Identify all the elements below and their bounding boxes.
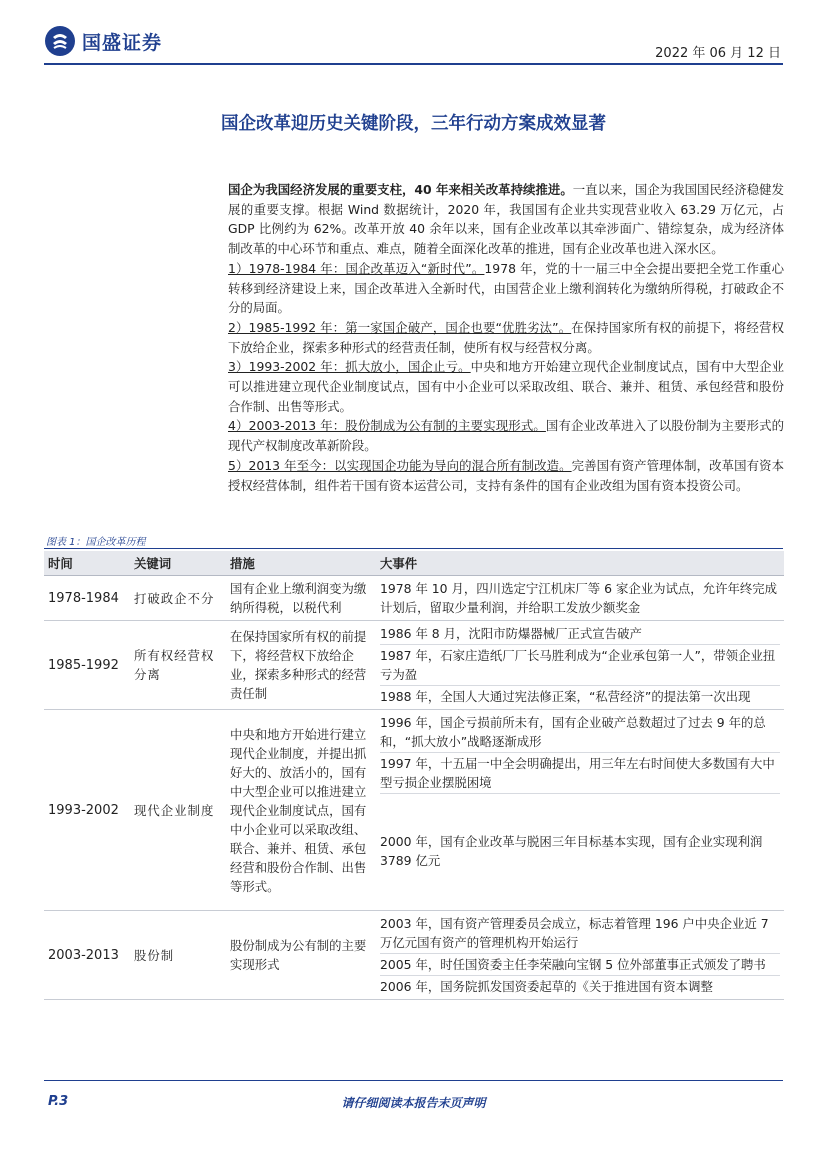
footer-disclaimer: 请仔细阅读本报告末页声明 <box>341 1096 486 1110</box>
phase-head: 2）1985-1992 年：第一家国企破产，国企也要“优胜劣汰”。 <box>228 319 572 335</box>
reform-history-table <box>44 551 784 1000</box>
brand-name: 国盛证券 <box>82 31 163 54</box>
column-header-measure: 措施 <box>226 551 376 576</box>
phase-paragraph <box>228 259 784 318</box>
body-text <box>228 180 784 495</box>
cell-events <box>376 621 784 710</box>
cell-events <box>376 576 784 621</box>
phase-paragraph <box>228 357 784 416</box>
phase-text: 国有企业改革进入了以股份制为主要形式的现代产权制度改革新阶段。 <box>228 418 785 454</box>
event-item: 1978 年 10 月，四川选定宁江机床厂等 6 家企业为试点，允许年终完成计划后，留取少量利润，并给职工发放少额奖金 <box>380 581 778 615</box>
page-number: P.3 <box>48 1094 69 1109</box>
table-row <box>44 621 784 710</box>
phase-text: 完善国有资产管理体制，改革国有资本授权经营体制，组件若干国有资本运营公司，支持有条件的国有企业改组为国有资本投资公司。 <box>228 457 784 493</box>
cell-time: 1985-1992 <box>44 621 130 710</box>
phase-head: 3）1993-2002 年：抓大放小，国企止亏。 <box>228 359 471 375</box>
cell-events <box>376 710 784 911</box>
column-header-keyword: 关键词 <box>130 551 226 576</box>
phase-head: 5）2013 年至今：以实现国企功能为导向的混合所有制改造。 <box>228 457 572 473</box>
brand-logo <box>44 25 162 57</box>
cell-time: 1978-1984 <box>44 576 130 621</box>
cell-keyword: 股份制 <box>130 911 226 1000</box>
cell-keyword: 所有权经营权分离 <box>130 621 226 710</box>
intro-paragraph <box>228 180 784 259</box>
report-date: 2022 年 06 月 12 日 <box>655 46 781 61</box>
phase-text: 在保持国家所有权的前提下，将经营权下放给企业，探索多种形式的经营责任制，使所有权与经营权分离。 <box>228 319 784 355</box>
figure-caption: 图表 1：国企改革历程 <box>46 537 146 548</box>
event-item: 1986 年 8 月，沈阳市防爆器械厂正式宣告破产 <box>380 623 780 645</box>
event-item: 1997 年，十五届一中全会明确提出，用三年左右时间使大多数国有大中型亏损企业摆脱困境 <box>380 753 780 794</box>
phase-head: 1）1978-1984 年：国企改革迈入“新时代”。 <box>228 260 485 276</box>
footer-divider <box>44 1080 783 1081</box>
column-header-events: 大事件 <box>376 551 784 576</box>
logo-icon <box>44 25 76 57</box>
event-item: 1987 年，石家庄造纸厂厂长马胜利成为“企业承包第一人”，带领企业扭亏为盈 <box>380 645 780 686</box>
event-item: 2005 年，时任国资委主任李荣融向宝钢 5 位外部董事正式颁发了聘书 <box>380 954 780 976</box>
phase-head: 4）2003-2013 年：股份制成为公有制的主要实现形式。 <box>228 418 546 434</box>
table-row <box>44 911 784 1000</box>
figure-divider <box>44 548 783 549</box>
cell-time: 2003-2013 <box>44 911 130 1000</box>
cell-measure: 国有企业上缴利润变为缴纳所得税，以税代利 <box>226 576 376 621</box>
cell-keyword: 现代企业制度 <box>130 710 226 911</box>
event-item: 1988 年，全国人大通过宪法修正案，“私营经济”的提法第一次出现 <box>380 689 751 704</box>
section-title: 国企改革迎历史关键阶段，三年行动方案成效显著 <box>221 114 606 134</box>
phase-paragraph <box>228 416 784 455</box>
table-row <box>44 576 784 621</box>
cell-events <box>376 911 784 1000</box>
event-item: 2000 年，国有企业改革与脱困三年目标基本实现，国有企业实现利润 3789 亿元 <box>380 834 763 868</box>
column-header-time: 时间 <box>44 551 130 576</box>
cell-time: 1993-2002 <box>44 710 130 911</box>
table-header-row <box>44 551 784 576</box>
header-divider <box>44 63 783 65</box>
cell-measure: 中央和地方开始进行建立现代企业制度，并提出抓好大的、放活小的，国有中大型企业可以推进建立现代企业制度试点，国有中小企业可以采取改组、联合、兼并、租赁、承包经营和股份合作制、出售等形式。 <box>226 710 376 911</box>
event-item: 1996 年，国企亏损前所未有，国有企业破产总数超过了过去 9 年的总和，“抓大放小”战略逐渐成形 <box>380 712 780 753</box>
intro-text: 一直以来，国企为我国国民经济稳健发展的重要支撑。根据 Wind 数据统计，2020 年，我国国有企业共实现营业收入 63.29 万亿元，占 GDP 比例约为 62%。改革开放 40 余年以来，国有企业改革以其牵涉面广、错综复杂，成为经济体制改革的中心环节和重点、难点，随着全面深化改革的推进，国有企业改革也进入深水区。 <box>228 182 785 257</box>
cell-measure: 股份制成为公有制的主要实现形式 <box>226 911 376 1000</box>
phase-text: 1978 年，党的十一届三中全会提出要把全党工作重心转移到经济建设上来，国企改革进入全新时代，由国营企业上缴利润转化为缴纳所得税，打破政企不分的局面。 <box>228 260 784 316</box>
phase-paragraph <box>228 318 784 357</box>
cell-measure: 在保持国家所有权的前提下，将经营权下放给企业，探索多种形式的经营责任制 <box>226 621 376 710</box>
phase-text: 中央和地方开始建立现代企业制度试点，国有中大型企业可以推进建立现代企业制度试点，国有中小企业可以采取改组、联合、兼并、租赁、承包经营和股份合作制、出售等形式。 <box>228 359 785 414</box>
table-row <box>44 710 784 911</box>
event-item: 2003 年，国有资产管理委员会成立，标志着管理 196 户中央企业近 7 万亿元国有资产的管理机构开始运行 <box>380 913 780 954</box>
intro-lead: 国企为我国经济发展的重要支柱，40 年来相关改革持续推进。 <box>228 182 573 197</box>
event-item: 2006 年，国务院抓发国资委起草的《关于推进国有资本调整 <box>380 979 713 994</box>
phase-paragraph <box>228 456 784 495</box>
cell-keyword: 打破政企不分 <box>130 576 226 621</box>
